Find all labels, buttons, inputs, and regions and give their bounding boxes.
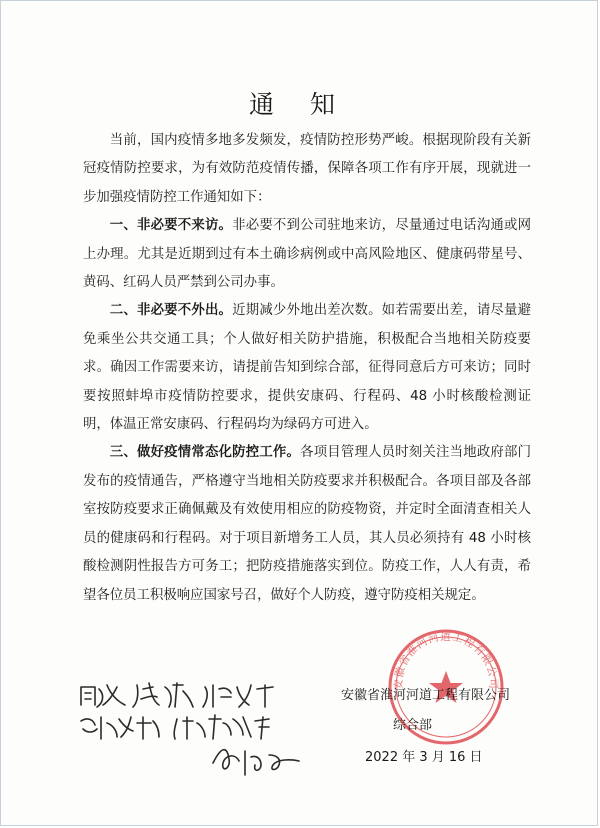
intro-paragraph: 当前，国内疫情多地多发频发，疫情防控形势严峻。根据现阶段有关新冠疫情防控要求，为有效防范疫情传播，保障各项工作有序开展，现就进一步加强疫情防控工作通知如下： xyxy=(83,133,531,205)
document-body xyxy=(83,127,531,610)
seal-text: 安徽省淮河河道工程有限公司 xyxy=(392,630,500,690)
section-paragraph-1 xyxy=(83,212,531,297)
signature-company: 安徽省淮河河道工程有限公司 xyxy=(341,688,511,703)
section-text-2: 近期减少外地出差次数。如若需要出差，请尽量避免乘坐公共交通工具；个人做好相关防护措施，积极配合当地相关防疫要求。确因工作需要来访，请提前告知到综合部，征得同意后方可来访；同时要按照蚌埠市疫情防控要求，提供安康码、行程码、48 小时核酸检测证明，体温正常安康码、行程码均为绿码方可进入。 xyxy=(83,303,531,433)
section-text-3: 各项目管理人员时刻关注当地政府部门发布的疫情通告，严格遵守当地相关防疫要求并积极配合。各项目部及各部室按防疫要求正确佩戴及有效使用相应的防疫物资，并定时全面清查相关人员的健康码和行程码。对于项目新增务工人员，其人员必须持有 48 小时核酸检测阴性报告方可务工；把防疫措施落实到位。防疫工作，人人有责，希望各位员工积极响应国家号召，做好个人防疫，遵守防疫相关规定。 xyxy=(83,445,531,603)
handwritten-note xyxy=(73,677,343,787)
section-text-1: 非必要不到公司驻地来访，尽量通过电话沟通或网上办理。尤其是近期到过有本土确诊病例或中高风险地区、健康码带星号、黄码、红码人员严禁到公司办事。 xyxy=(83,218,531,291)
section-heading-1: 一、非必要不来访。 xyxy=(109,218,233,234)
section-heading-2: 二、非必要不外出。 xyxy=(109,303,233,319)
section-paragraph-3 xyxy=(83,439,531,609)
section-heading-3: 三、做好疫情常态化防控工作。 xyxy=(109,445,301,461)
section-paragraph-2 xyxy=(83,297,531,439)
signature-department: 综合部 xyxy=(393,718,433,733)
document-title: 通 知 xyxy=(249,90,349,119)
signature-date: 2022 年 3 月 16 日 xyxy=(365,750,483,765)
